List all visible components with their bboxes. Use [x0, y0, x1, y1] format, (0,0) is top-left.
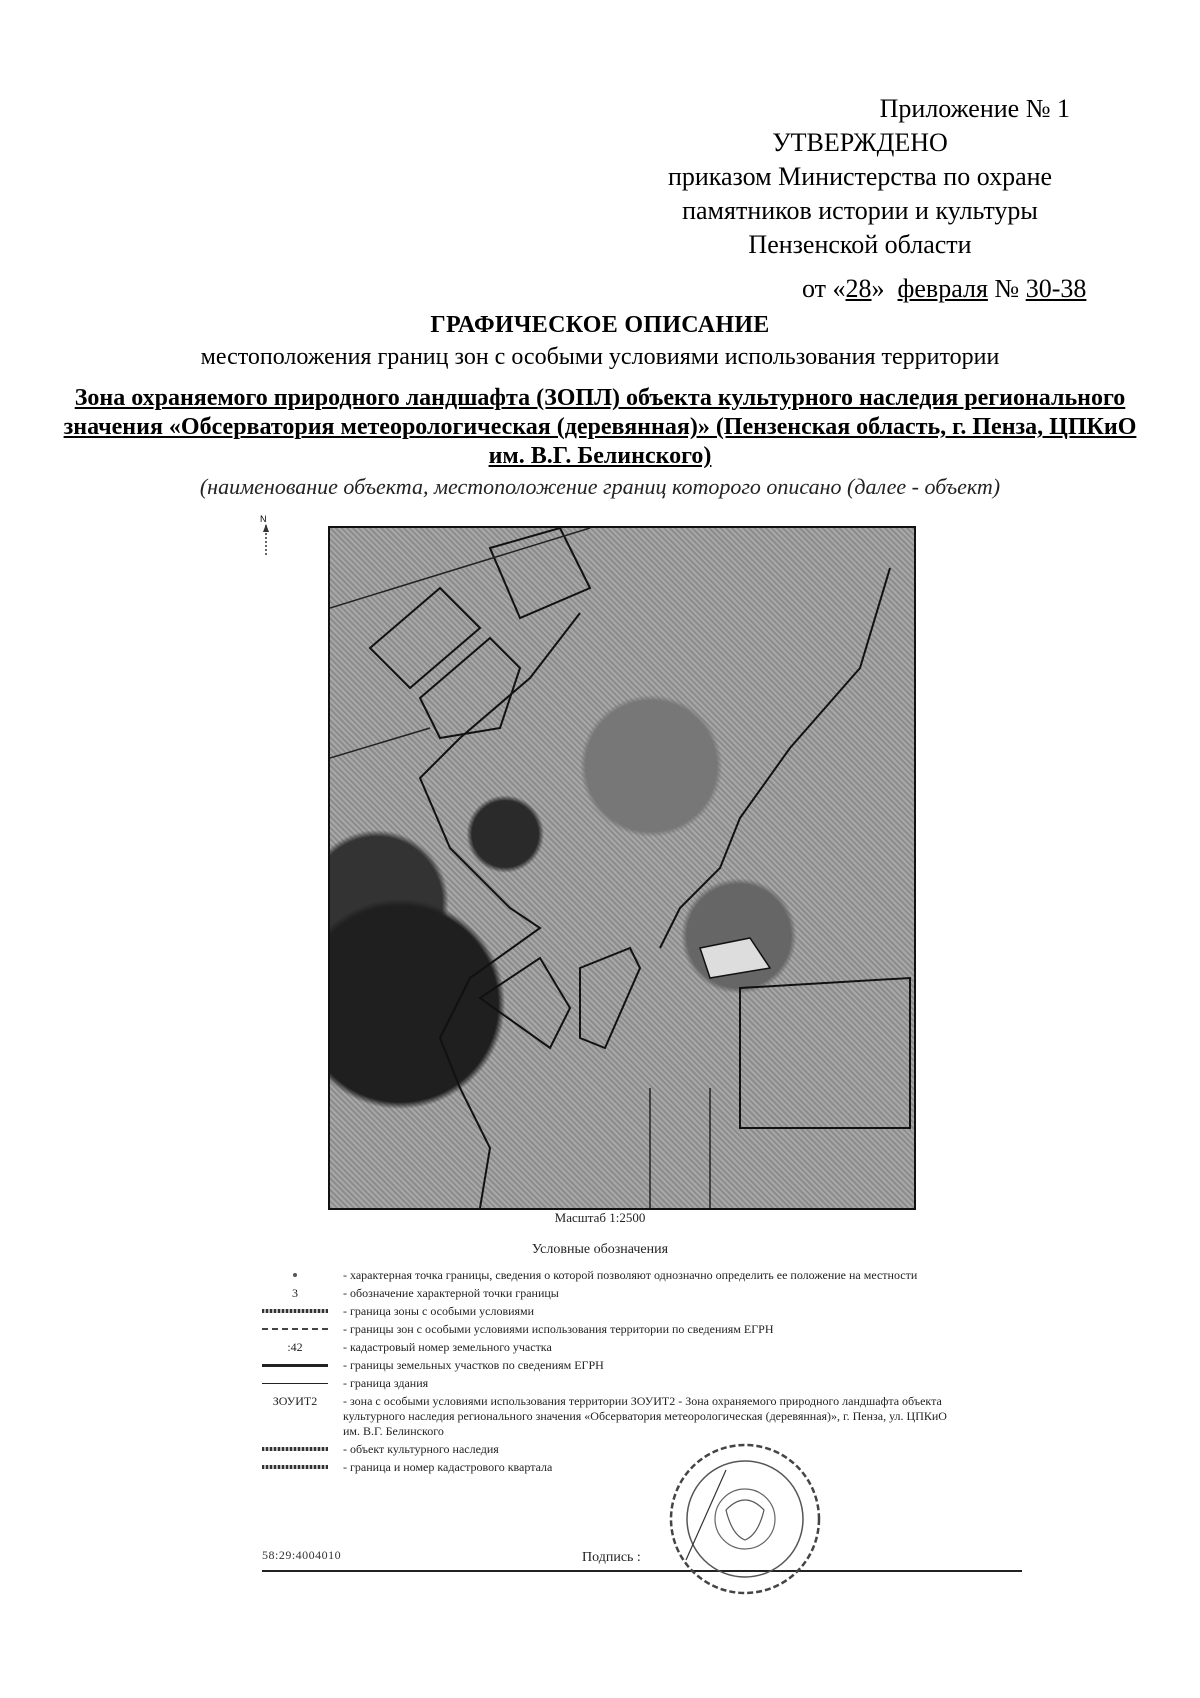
- approved-stamp-text: УТВЕРЖДЕНО: [772, 128, 948, 157]
- legend-symbol-label: :42: [287, 1339, 303, 1354]
- legend-symbol: [255, 1358, 335, 1372]
- order-number-label: №: [994, 274, 1020, 303]
- legend-text: - объект культурного наследия: [343, 1442, 499, 1456]
- signature-label: Подпись :: [582, 1550, 641, 1565]
- parcel: [480, 958, 570, 1048]
- legend-symbol: [255, 1376, 335, 1390]
- date-month: февраля: [897, 274, 988, 303]
- hatched-line-icon: [262, 1465, 328, 1469]
- zone-boundary-east: [660, 568, 890, 948]
- zone-name-note: (наименование объекта, местоположение границ которого описано (далее - объект): [199, 474, 1001, 499]
- legend-item: [255, 1442, 955, 1457]
- date-mid: »: [871, 274, 885, 303]
- legend-item: [255, 1304, 955, 1319]
- thin-line-icon: [262, 1383, 328, 1384]
- point-icon: [293, 1273, 297, 1277]
- north-label: N: [260, 514, 267, 524]
- date-prefix: от «: [802, 274, 846, 303]
- zone-boundary: [420, 613, 580, 1208]
- legend-item: [255, 1460, 955, 1475]
- legend-text: - границы зон с особыми условиями использования территории по сведениям ЕГРН: [343, 1322, 774, 1336]
- legend-symbol: [255, 1286, 335, 1300]
- legend-text: - обозначение характерной точки границы: [343, 1286, 559, 1300]
- legend-text: - характерная точка границы, сведения о которой позволяют однозначно определить ее положение на местности: [343, 1268, 918, 1282]
- parcel: [580, 948, 640, 1048]
- zone-name: Зона охраняемого природного ландшафта (ЗОПЛ) объекта культурного наследия регионального значения «Обсерватория метеорологическая (деревянная)» (Пензенская область, г. Пенза, ЦПКиО им. В.Г. Белинского): [63, 385, 1137, 469]
- legend-symbol: [255, 1304, 335, 1318]
- legend-symbol: [255, 1460, 335, 1474]
- legend-symbol-label: 3: [292, 1285, 298, 1300]
- order-date: [802, 274, 1086, 304]
- document-subtitle: местоположения границ зон с особыми условиями использования территории: [200, 344, 1000, 370]
- building: [700, 938, 770, 978]
- legend-symbol: [255, 1340, 335, 1354]
- legend-text: - граница здания: [343, 1376, 429, 1390]
- legend-text: - зона с особыми условиями использования территории ЗОУИТ2 - Зона охраняемого природного ландшафта объекта культурного наследия регионального значения «Обсерватория метеорологическая (деревянная)», г. Пенза, ул. ЦПКиО им. В.Г. Белинского: [343, 1394, 947, 1438]
- approval-block: [650, 92, 1070, 262]
- legend: [255, 1268, 955, 1478]
- solid-line-icon: [262, 1364, 328, 1367]
- map-scale: Масштаб 1:2500: [554, 1210, 646, 1225]
- cadastral-map: [328, 526, 916, 1210]
- parcel: [740, 978, 910, 1128]
- legend-text: - граница и номер кадастрового квартала: [343, 1460, 553, 1474]
- legend-text: - границы земельных участков по сведениям ЕГРН: [343, 1358, 604, 1372]
- document-title: ГРАФИЧЕСКОЕ ОПИСАНИЕ: [430, 312, 770, 338]
- dashed-line-icon: [262, 1328, 328, 1330]
- legend-symbol-label: ЗОУИТ2: [272, 1393, 318, 1408]
- legend-text: - кадастровый номер земельного участка: [343, 1340, 552, 1354]
- legend-item: [255, 1358, 955, 1373]
- north-arrow-icon: [258, 512, 274, 558]
- legend-symbol: [255, 1442, 335, 1456]
- legend-item: [255, 1268, 955, 1283]
- order-number: 30-38: [1025, 274, 1087, 303]
- parcel: [490, 528, 590, 618]
- legend-item: [255, 1322, 955, 1337]
- legend-text: - граница зоны с особыми условиями: [343, 1304, 535, 1318]
- legend-item: [255, 1340, 955, 1355]
- cadastral-quarter-code: 58:29:4004010: [262, 1548, 342, 1562]
- legend-symbol: [255, 1322, 335, 1336]
- appendix-number: Приложение № 1: [879, 94, 1070, 123]
- legend-symbol: [255, 1394, 335, 1408]
- parcel: [420, 638, 520, 738]
- parcel: [370, 588, 480, 688]
- legend-symbol: [255, 1268, 335, 1282]
- order-line-3: Пензенской области: [748, 230, 972, 259]
- legend-item: [255, 1394, 955, 1439]
- order-line-2: памятников истории и культуры: [682, 196, 1038, 225]
- date-day: 28: [845, 274, 872, 303]
- legend-item: [255, 1376, 955, 1391]
- hatched-line-icon: [262, 1447, 328, 1451]
- bottom-rule: [262, 1570, 1022, 1572]
- official-seal-icon: [666, 1440, 824, 1598]
- legend-title: Условные обозначения: [531, 1242, 669, 1257]
- legend-item: [255, 1286, 955, 1301]
- hatched-line-icon: [262, 1309, 328, 1313]
- order-line-1: приказом Министерства по охране: [667, 162, 1053, 191]
